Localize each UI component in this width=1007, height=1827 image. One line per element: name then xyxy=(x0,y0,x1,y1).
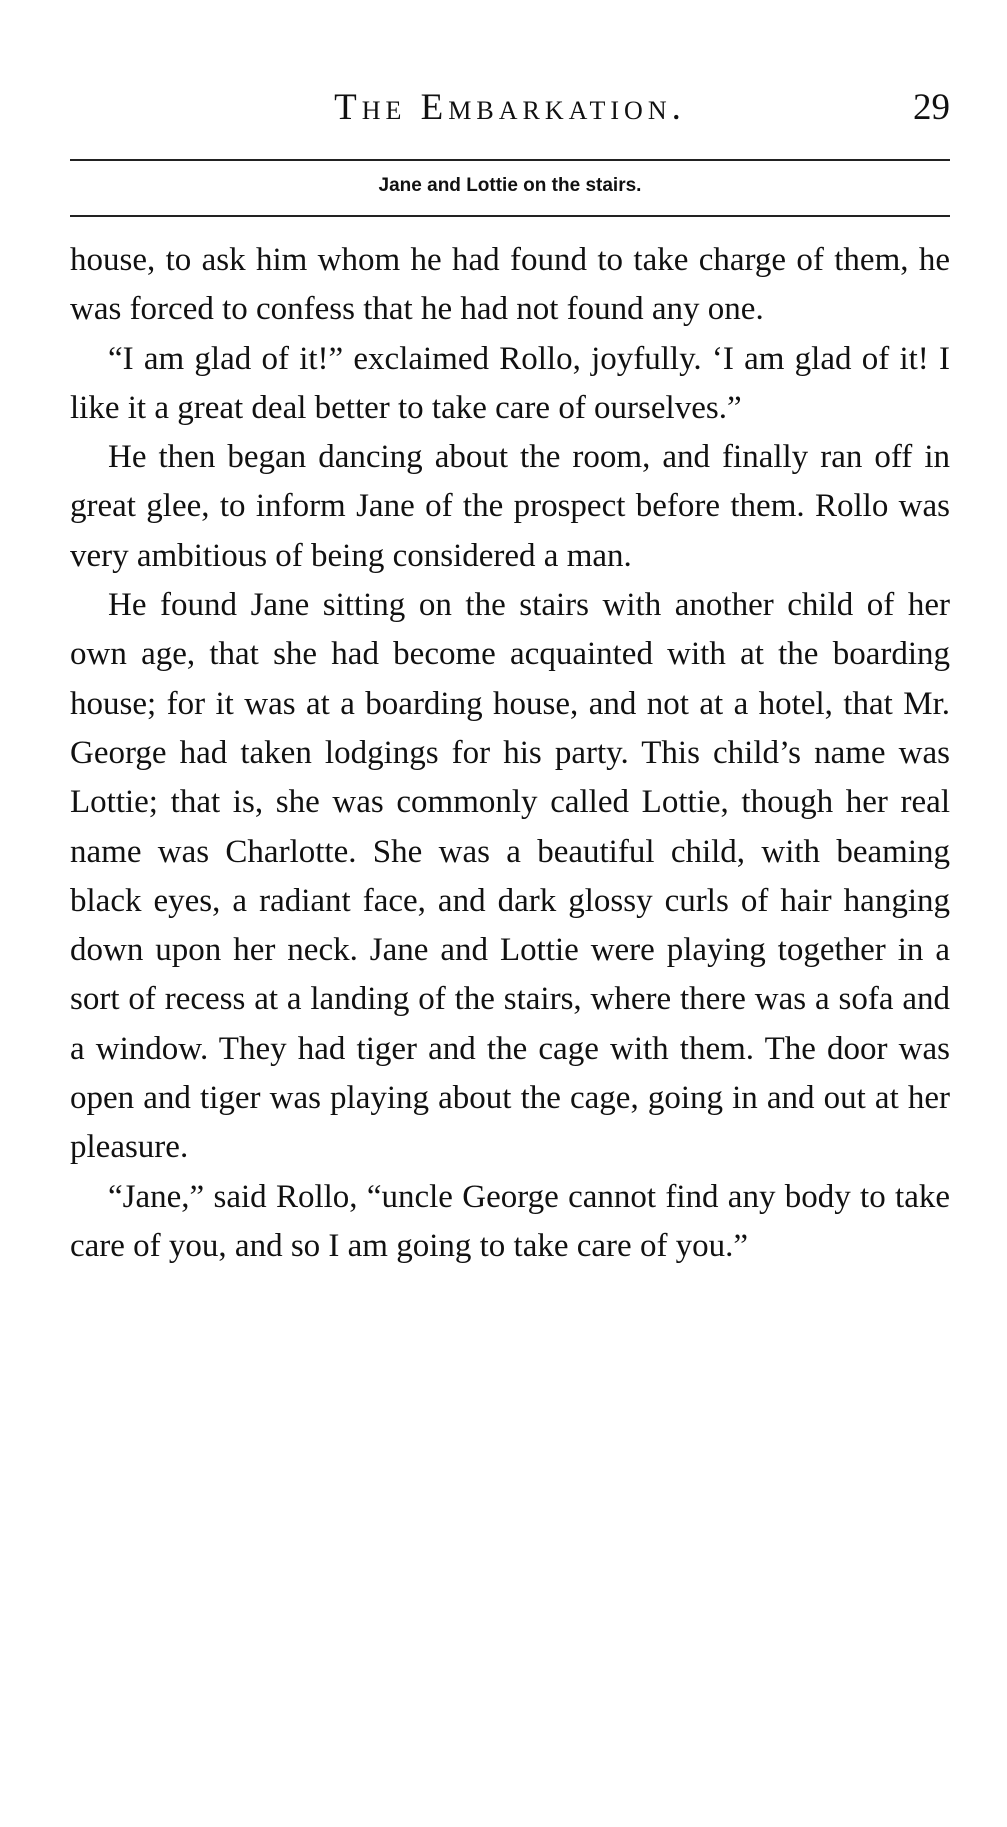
paragraph: “Jane,” said Rollo, “uncle George cannot find any body to take care of you, and so I am going to take care of you.” xyxy=(70,1178,950,1264)
page-header xyxy=(70,84,950,144)
body-text xyxy=(70,236,950,1271)
paragraph: He found Jane sitting on the stairs with another child of her own age, that she had become acquainted with at the boarding house; for it was at a boarding house, and not at a hotel, that Mr. George had taken lodgings for his party. This child’s name was Lottie; that is, she was commonly called Lottie, though her real name was Charlotte. She was a beautiful child, with beaming black eyes, a radiant face, and dark glossy curls of hair hanging down upon her neck. Jane and Lottie were playing together in a sort of recess at a landing of the stairs, where there was a sofa and a window. They had tiger and the cage with them. The door was open and tiger was playing about the cage, going in and out at her pleasure. xyxy=(70,587,950,1166)
paragraph: He then began dancing about the room, and finally ran off in great glee, to inform Jane of the prospect before them. Rollo was very ambitious of being considered a man. xyxy=(70,439,950,574)
bottom-rule xyxy=(70,215,950,217)
page-number: 29 xyxy=(913,87,950,128)
paragraph: house, to ask him whom he had found to take charge of them, he was forced to confess that he had not found any one. xyxy=(70,242,950,328)
paragraph: “I am glad of it!” exclaimed Rollo, joyfully. ‘I am glad of it! I like it a great deal better to take care of ourselves.” xyxy=(70,340,950,426)
section-caption: Jane and Lottie on the stairs. xyxy=(378,175,642,196)
top-rule xyxy=(70,159,950,161)
running-title: The Embarkation. xyxy=(334,87,686,128)
